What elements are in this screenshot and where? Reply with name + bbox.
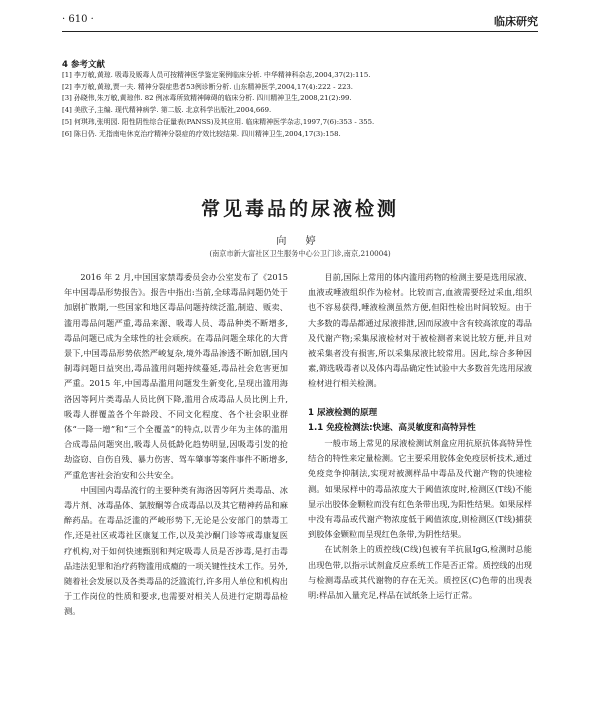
body-paragraph: 在试剂条上的质控线(C线)包被有羊抗鼠IgG,检测时总能出现色带,以指示试剂盒反应系统工作是否正常。质控线的出现与检测毒品或其代谢物的存在无关。质控区(C)色带的出现表明:样品加入量充足,样品在试纸条上运行正常。 — [308, 544, 532, 601]
references-heading: 4 参考文献 — [62, 60, 105, 70]
left-column — [64, 270, 288, 620]
article-affiliation: (南京市新大富社区卫生服务中心公卫门诊,南京,210004) — [209, 249, 391, 258]
reference-item: [6] 陈日仍. 无指南电休克治疗精神分裂症的疗效比较结果. 四川精神卫生,2004,17(3):158. — [62, 129, 341, 138]
right-column — [308, 270, 532, 603]
body-paragraph: 中国国内毒品流行的主要种类有海洛因等阿片类毒品、冰毒片剂、冰毒晶体、氯胺酮等合成毒品以及其它精神药品和麻醉药品。在毒品泛滥的严峻形势下,无论是公安部门的禁毒工作,还是社区戒毒社区康复工作,以及美沙酮门诊等戒毒康复医疗机构,对于如何快速甄别和判定吸毒人员是否涉毒,是打击毒品违法犯罪和治疗药物滥用成瘾的一项关键性技术工作。另外,随着社会发展以及各类毒品的泛滥流行,许多用人单位和机构出于工作岗位的性质和要求,也需要对相关人员进行定期毒品检测。 — [64, 484, 288, 617]
subsection-heading: 1.1 免疫检测法:快速、高灵敏度和高特异性 — [308, 422, 476, 433]
reference-item: [3] 孙晓伟,朱万敏,黄琼伟. 82 例冰毒所致精神障碍的临床分析. 四川精神卫生,2008,21(2):99. — [62, 94, 352, 103]
header-rule — [62, 31, 538, 32]
journal-section: 临床研究 — [494, 15, 538, 28]
article-title: 常见毒品的尿液检测 — [200, 198, 399, 220]
reference-item: [4] 美欧子,主编. 现代精神病学. 第二版. 北京科学出版社,2004,669. — [62, 106, 272, 115]
body-paragraph: 一般市场上常见的尿液检测试剂盒应用抗原抗体高特异性结合的特性来定量检测。它主要采用胶体金免疫层析技术,通过免疫竞争抑制法,实现对被测样品中毒品及代谢产物的快速检测。如果尿样中的毒品浓度大于阈值浓度时,检测区(T线)不能显示出胶体金颗粒而没有红色条带出现,为阳性结果。如果尿样中没有毒品或代谢产物浓度低于阈值浓度,则检测区(T线)捕获到胶体金颗粒而呈现红色条带,为阴性结果。 — [308, 438, 532, 540]
section-heading: 1 尿液检测的原理 — [308, 407, 378, 418]
page-number: · 610 · — [62, 14, 94, 25]
references-list — [62, 70, 542, 140]
article-author: 向 婷 — [276, 236, 324, 247]
body-paragraph: 2016 年 2 月,中国国家禁毒委员会办公室发布了《2015 年中国毒品形势报告》。报告中指出:当前,全球毒品问题仍处于加剧扩散期,一些国家和地区毒品问题持续泛滥,制造、贩卖、滥用毒品问题严重,毒品来源、吸毒人员、毒品种类不断增多,毒品问题已成为全球性的社会顽疾。在毒品问题全球化的大背景下,中国毒品形势依然严峻复杂,境外毒品渗透不断加剧,国内制毒问题日益突出,毒品滥用问题持续蔓延,毒品社会危害更加严重。2015 年,中国毒品滥用问题发生新变化,呈现出滥用海洛因等阿片类毒品人员比例下降,滥用合成毒品人员比例上升,吸毒人群覆盖各个年龄段、不同文化程度、各个社会职业群体“一降一增”和“三个全覆盖”的特点,以青少年为主体的滥用合成毒品问题突出,吸毒人员低龄化趋势明显,因吸毒引发的抢劫盗窃、自伤自残、暴力伤害、驾车肇事等案件事件不断增多,严重危害社会治安和公共安全。 — [64, 272, 288, 480]
reference-item: [1] 李万敏,黄琼. 吸毒及贩毒人员可按精神医学鉴定案例临床分析. 中华精神科杂志,2004,37(2):115. — [62, 71, 371, 79]
intro-paragraph: 目前,国际上常用的体内滥用药物的检测主要是选用尿液、血液或唾液组织作为检材。比较而言,血液需要经过采血,组织也不容易获得,唾液检测虽然方便,但阳性检出时间较短。由于大多数的毒品都通过尿液排泄,因而尿液中含有较高浓度的毒品及代谢产物;采集尿液检材对于被检测者来说比较方便,并且对被采集者没有损害,所以采集尿液比较常用。因此,综合多种因素,筛选吸毒者以及体内毒品确定性试验中大多数首先选用尿液检材进行相关检测。 — [308, 272, 532, 389]
reference-item: [2] 李万敏,黄琼,贾一夫. 精神分裂症患者53例诊断分析. 山东精神医学,2004,17(4):222 - 223. — [62, 82, 353, 91]
reference-item: [5] 何琪玮,张明园. 阳性阴性综合征量表(PANSS)及其应用. 临床精神医学杂志,1997,7(6):353 - 355. — [62, 117, 375, 126]
